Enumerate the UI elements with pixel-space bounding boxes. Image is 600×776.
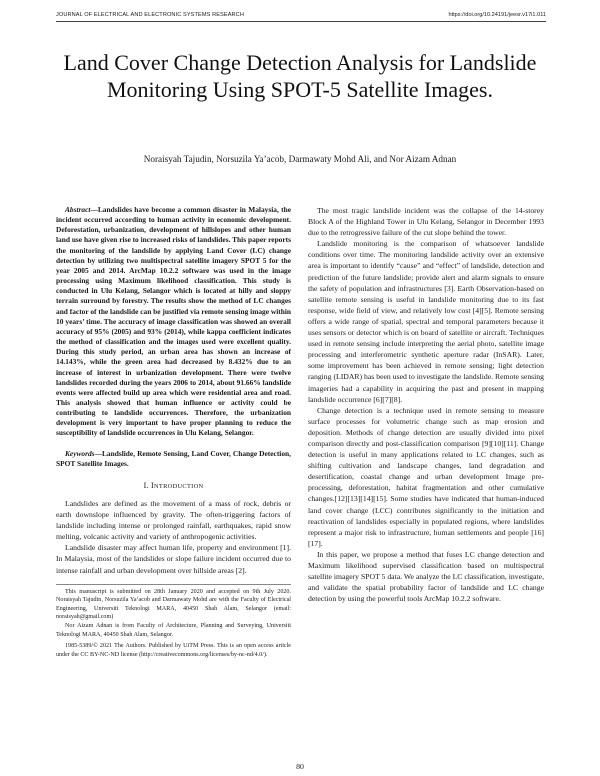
footnote-rule [56, 584, 291, 585]
keywords-text: —Landslide, Remote Sensing, Land Cover, Change Detection, SPOT Satellite Images. [56, 448, 291, 468]
footnote-affiliation: Nor Aizam Adnan is from Faculty of Architecture, Planning and Surveying, Universiti Teknologi MARA, 40450 Shah Alam, Selangor. [56, 623, 291, 638]
abstract [56, 205, 291, 439]
author-list: Noraisyah Tajudin, Norsuzila Ya’acob, Darmawaty Mohd Ali, and Nor Aizam Adnan [143, 154, 457, 164]
section-heading-introduction [56, 480, 291, 492]
page-number: 80 [296, 762, 304, 771]
abstract-label: Abstract [65, 205, 91, 214]
keywords-label: Keywords [65, 448, 95, 458]
body-paragraph-1: The most tragic landslide incident was the collapse of the 14-storey Block A of the Highland Tower in Ulu Kelang, Selangor in December 1993 due to the retrogressive failure of the cut slope behind the tower. [308, 206, 544, 238]
section-rest: NTRODUCTION [153, 482, 204, 490]
footnote-license: 1985-5389/© 2021 The Authors. Published by UiTM Press. This is an open access article under the CC BY-NC-ND license (http://creativecommons.org/licenses/by-nc-nd/4.0/). [56, 643, 291, 658]
section-initial: I [151, 480, 154, 490]
left-column [56, 205, 291, 659]
journal-name: JOURNAL OF ELECTRICAL AND ELECTRONIC SYSTEMS RESEARCH [56, 12, 244, 18]
body-paragraph-3: Change detection is a technique used in remote sensing to measure surface processes for volumetric change such as map erosion and deposition. Methods of change detection are usually divided into pixel comparison directly and post-classification comparison [9][10][11]. Change detection is useful in many applications related to LC changes, such as shifting cultivation and landscape changes, land degradation and desertification, coastal change and urban development Image pre-processing, deforestation, habitat fragmentation and other cumulative changes.[12][13][14][15]. Some studies have indicated that human-induced land cover change (LCC) contributes significantly to the initiation and reactivation of landslides especially in populated regions, where landslides represent a major risk to infrastructure, human settlements and people [16][17]. [308, 405, 544, 548]
paper-title: Land Cover Change Detection Analysis for Landslide Monitoring Using SPOT-5 Satellite Images. [63, 50, 537, 102]
abstract-text: —Landslides have become a common disaster in Malaysia, the incident occurred according to human activity in economic development. Deforestation, urbanization, development of hillslopes and other human land use have given rise to increased risks of landslides. This paper reports the monitoring of the landslide by applying Land Cover (LC) change detection by utilizing two multispectral satellite imagery SPOT 5 for the year 2005 and 2014. ArcMap 10.2.2 software was used in the image processing using Maximum likelihood classification. This study is conducted in Ulu Kelang, Selangor which is located at hilly and sloppy terrain surround by forestry. The results show the method of LC changes and factor of the landslide can be justified via remote sensing image within 10 years’ time. The accuracy of image classification was showed an overall accuracy of 95% (2005) and 93% (2014), while kappa coefficient indicates the method of classification and the images used were excellent quality. During this study period, an urban area has shown an increase of 14.143%, while the green area had decreased by 8.432% due to an increase of interest in urbanization development. There were twelve landslides recorded during the years 2006 to 2014, about 91.66% landslide events were affected build up area which were residential area and road. This analysis showed that human influence or activity could be contributing to landslide occurrences. Therefore, the urbanization development is very important to have proper planning to reduce the susceptibility of landslide occurrences in Ulu Kelang, Selangor. [56, 205, 291, 438]
body-paragraph-4: In this paper, we propose a method that fuses LC change detection and Maximum likelihood supervised classification based on multispectral satellite imagery SPOT 5 data. We analyze the LC classification, investigate, and validate the spatial probability factor of landslide and LC change detection by using the powerful tools ArcMap 10.2.2 software. [308, 549, 544, 604]
intro-paragraph-1: Landslides are defined as the movement of a mass of rock, debris or earth downslope influenced by gravity. The often-triggering factors of landslide including intense or prolonged rainfall, earthquakes, rapid snow melting, volcanic activity and variety of anthropogenic activities. [56, 499, 291, 542]
intro-paragraph-2: Landslide disaster may affect human life, property and environment [1]. In Malaysia, most of the landslides or slope failure incident occurred due to intense rainfall and urban development over hillside areas [2]. [56, 543, 291, 575]
footnote-submission: This manuscript is submitted on 28th January 2020 and accepted on 9th July 2020. Noraisyah Tajudin, Norsuzila Ya’acob and Darmawaty Mohd are with the Faculty of Electrical Engineering, Universiti Teknologi MARA, 40450 Shah Alam, Selangor (email: noraisyah@gmail.com) [56, 588, 291, 621]
header-rule [56, 21, 546, 22]
right-column [308, 205, 544, 604]
body-paragraph-2: Landslide monitoring is the comparison of whatsoever landslide conditions over time. The monitoring landslide activity over an extensive area is important to identify “cause” and “effect” of landslide, detection and prediction of the future landslide; provide alert and alarm signals to ensure the safety of population and infrastructures [3]. Earth Observation-based on satellite remote sensing is useful in landslide monitoring due to its fast response, wide field of view, and relatively low cost [4][5]. Remote sensing offers a wide range of spatial, spectral and temporal parameters because it uses sensors or detector which is on board of satellite or aircraft. Techniques used in remote sensing include interpreting the aerial photo, satellite image processing and interferometric synthetic aperture radar (InSAR). Later, some improvement has been achieved in remote sensing; light detection ranging (LIDAR) has been used to investigate the landslide. Remote sensing imageries had a capability in acquiring the past and present in mapping landslide occurrence [6][7][8]. [308, 239, 544, 404]
section-numeral: I. [143, 480, 149, 490]
keywords [56, 449, 291, 469]
doi-link[interactable]: https://doi.org/10.24191/jeesr.v17i1.011 [448, 12, 546, 18]
